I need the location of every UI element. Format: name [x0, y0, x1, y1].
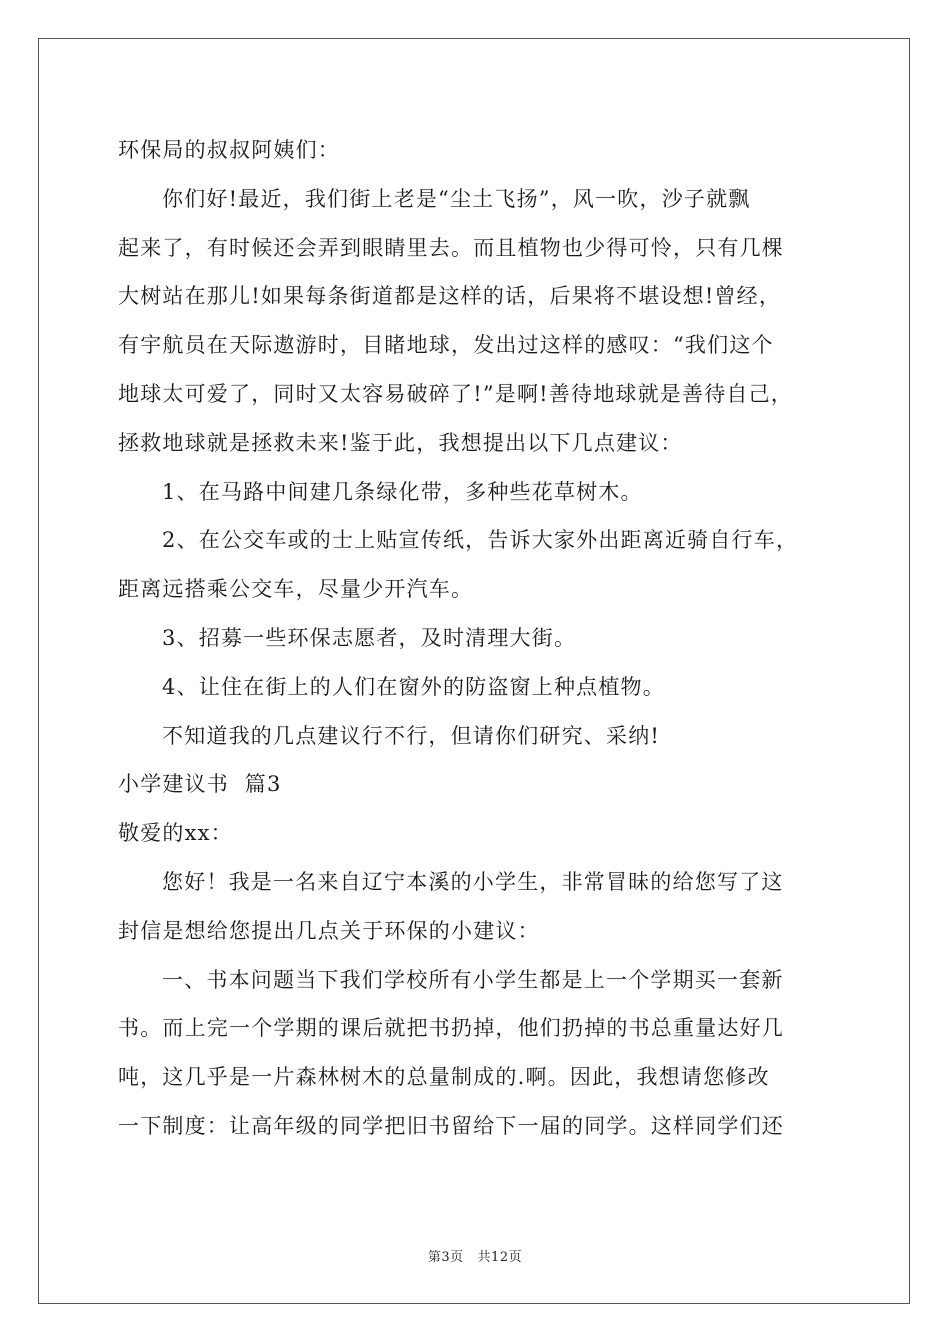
document-body: [118, 126, 838, 1151]
suggestion-item: 4、让住在街上的人们在窗外的防盗窗上种点植物。: [162, 674, 665, 699]
paragraph-line: 有宇航员在天际遨游时，目睹地球，发出过这样的感叹：“我们这个: [118, 333, 774, 358]
page-number-footer: 第3页 共12页: [427, 1250, 523, 1265]
suggestion-item: 1、在马路中间建几条绿化带，多种些花草树木。: [162, 479, 643, 504]
salutation-line: 环保局的叔叔阿姨们：: [118, 138, 340, 162]
paragraph-line: 地球太可爱了，同时又太容易破碎了!”是啊!善待地球就是善待自己，: [118, 381, 794, 406]
paragraph-line: 拯救地球就是拯救未来!鉴于此，我想提出以下几点建议：: [118, 430, 683, 455]
suggestion-item: 3、招募一些环保志愿者，及时清理大街。: [162, 625, 577, 650]
paragraph-line: 一、书本问题当下我们学校所有小学生都是上一个学期买一套新: [162, 967, 784, 992]
paragraph-line: 书。而上完一个学期的课后就把书扔掉，他们扔掉的书总重量达好几: [118, 1016, 784, 1041]
paragraph-line: 你们好!最近，我们街上老是“尘土飞扬”，风一吹，沙子就飘: [162, 186, 751, 211]
paragraph-line: 您好！我是一名来自辽宁本溪的小学生，非常冒昧的给您写了这: [162, 869, 784, 894]
paragraph-line: 一下制度：让高年级的同学把旧书留给下一届的同学。这样同学们还: [118, 1113, 784, 1138]
salutation-line: 敬爱的xx：: [118, 821, 233, 846]
paragraph-line: 起来了，有时候还会弄到眼睛里去。而且植物也少得可怜，只有几棵: [118, 235, 784, 260]
paragraph-line: 大树站在那儿!如果每条街道都是这样的话，后果将不堪设想!曾经，: [118, 284, 782, 309]
section-heading: 小学建议书 篇3: [118, 772, 282, 797]
paragraph-line: 距离远搭乘公交车，尽量少开汽车。: [118, 577, 474, 602]
paragraph-line: 封信是想给您提出几点关于环保的小建议：: [118, 918, 540, 943]
closing-line: 不知道我的几点建议行不行，但请你们研究、采纳!: [162, 723, 661, 748]
paragraph-line: 吨，这几乎是一片森林树木的总量制成的.啊。因此，我想请您修改: [118, 1065, 770, 1090]
suggestion-item: 2、在公交车或的士上贴宣传纸，告诉大家外出距离近骑自行车，: [162, 528, 799, 553]
